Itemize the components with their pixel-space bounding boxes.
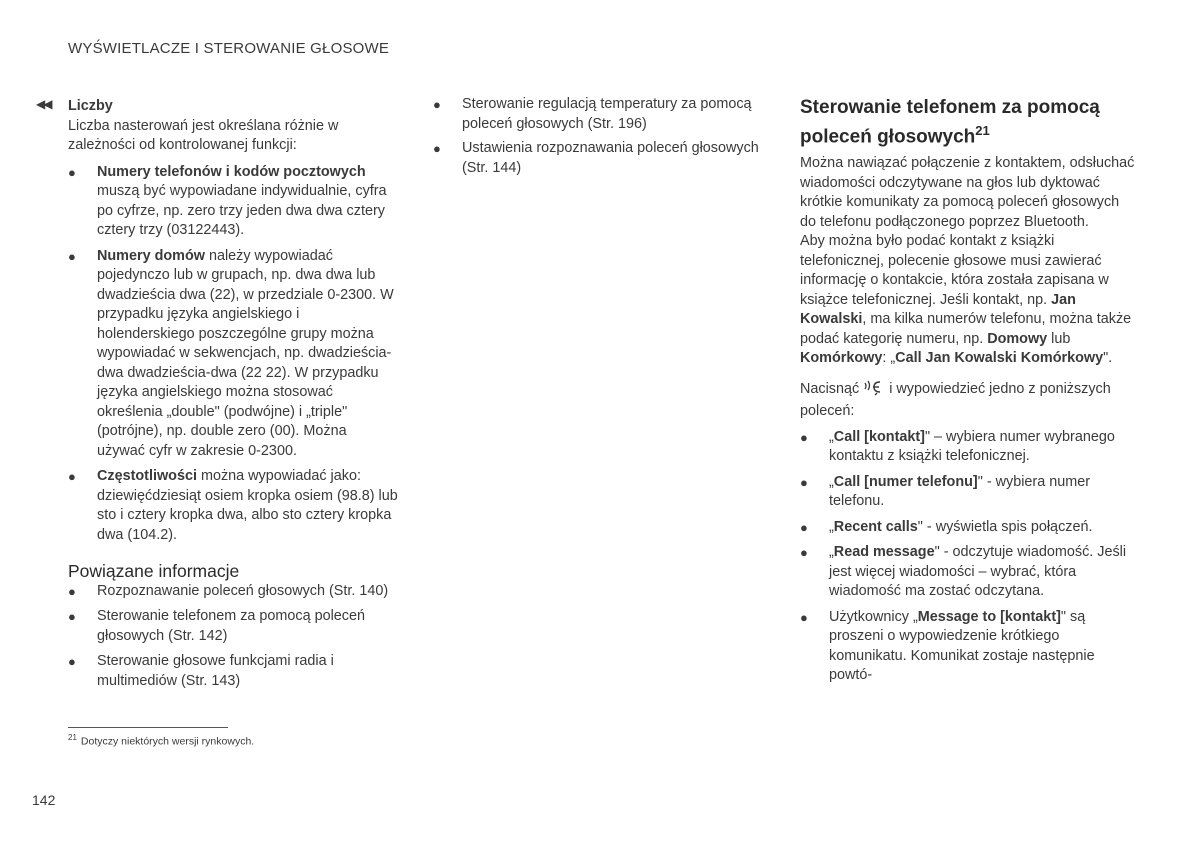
bullet-icon: ●: [800, 519, 808, 535]
related-link[interactable]: [433, 95, 768, 134]
item-bold-term: Numery telefonów i kodów pocztowych: [97, 163, 366, 180]
example-category-mobile: Komórkowy: [800, 350, 883, 367]
bullet-icon: ●: [800, 609, 808, 625]
item-text: " - odczytuje wiadomość. Jeśli jest więcej wiadomości – wybrać, która wiadomość ma zostać odczytana.: [829, 544, 1127, 600]
related-link-text[interactable]: Rozpoznawanie poleceń głosowych (Str. 140): [97, 582, 389, 599]
bullet-icon: ●: [68, 654, 76, 669]
list-item: [800, 473, 1135, 512]
bullet-icon: ●: [800, 429, 808, 445]
list-item: [800, 608, 1135, 686]
page-header: WYŚWIETLACZE I STEROWANIE GŁOSOWE: [68, 40, 390, 57]
item-bold-term: Częstotliwości: [97, 468, 197, 484]
paragraph-text: : „: [882, 350, 896, 367]
item-bold-term: Numery domów: [97, 247, 205, 264]
numbers-subheading: Liczby: [68, 98, 113, 114]
press-text-before: Nacisnąć: [800, 380, 860, 397]
related-link[interactable]: [68, 582, 398, 602]
footnote-ref[interactable]: 21: [975, 123, 990, 138]
example-command: Call Jan Kowalski Komórkowy: [895, 350, 1104, 367]
paragraph-text: Aby można było podać kontakt z książki telefonicznej, polecenie głosowe musi zawierać informację o kontakcie, która została zapisana w książce telefonicznej. Jeśli kontakt, np.: [800, 233, 1109, 308]
voice-command: Recent calls: [833, 518, 918, 535]
item-text: muszą być wypowiadane indywidualnie, cyfra po cyfrze, np. zero trzy jeden dwa dwa cztery cztery trzy (03122443).: [97, 183, 387, 238]
related-link-text[interactable]: Sterowanie telefonem za pomocą poleceń głosowych (Str. 142): [97, 608, 365, 644]
page-number: 142: [32, 792, 56, 808]
list-item: [68, 247, 398, 462]
item-prefix: „: [829, 428, 834, 445]
bullet-icon: ●: [800, 474, 808, 490]
bullet-icon: ●: [68, 609, 76, 624]
related-link-text[interactable]: Sterowanie głosowe funkcjami radia i multimediów (Str. 143): [97, 653, 334, 689]
related-info-list: [68, 582, 398, 692]
press-text-after: i wypowiedzieć jedno z poniższych poleceń:: [800, 380, 1111, 420]
bullet-icon: ●: [68, 469, 76, 484]
related-link[interactable]: [68, 652, 398, 691]
section-title: [800, 96, 1135, 148]
example-contact-name: Jan Kowalski: [800, 291, 1076, 328]
item-prefix: „: [829, 473, 834, 490]
list-item: [800, 518, 1135, 538]
bullet-icon: ●: [68, 583, 76, 599]
related-info-heading: Powiązane informacje: [68, 561, 240, 581]
paragraph-text: lub: [1047, 330, 1071, 347]
press-instruction: [800, 380, 1135, 422]
bullet-icon: ●: [800, 545, 808, 561]
numbers-intro: Liczba nasterowań jest określana różnie w zależności od kontrolowanej funkcji:: [68, 117, 339, 153]
double-chevron-left-icon: ◀◀: [36, 97, 51, 111]
footnote-divider: [68, 727, 228, 728]
bullet-icon: ●: [68, 164, 76, 180]
voice-command: Message to [kontakt]: [917, 608, 1061, 625]
footnote-number: 21: [68, 733, 77, 742]
numbers-list: [68, 163, 398, 546]
item-text: należy wypowiadać pojedynczo lub w grupach, np. dwa dwa lub dwadzieścia dwa (22), w przedziale 0-2300. W przypadku języka angielskiego i holenderskiego poszczególne grupy można wypowiadać w sekwencjach, np. dwadzieścia-dwa dwadzieścia-dwa (22 22). W przypadku języka angielskiego można stosować określenia „double" (podwójne) i „triple" (potrójne), np. double zero (00). Można używać cyfr w zakresie 0-2300.: [97, 247, 394, 459]
related-info-list-continued: [433, 95, 768, 178]
bullet-icon: ●: [433, 97, 441, 112]
section-title-text: Sterowanie telefonem za pomocą poleceń głosowych: [800, 97, 1100, 148]
list-item: [800, 543, 1135, 602]
footnote-text: Dotyczy niektórych wersji rynkowych.: [80, 735, 255, 748]
phone-intro: Można nawiązać połączenie z kontaktem, odsłuchać wiadomości odczytywane na głos lub dyktować krótkie komunikaty za pomocą poleceń głosowych do telefonu podłączonego poprzez Bluetooth.: [800, 155, 1135, 230]
related-link-text[interactable]: Sterowanie regulacją temperatury za pomocą poleceń głosowych (Str. 196): [462, 96, 752, 132]
related-link-text[interactable]: Ustawienia rozpoznawania poleceń głosowych (Str. 144): [462, 140, 759, 176]
voice-command: Call [kontakt]: [833, 428, 925, 445]
item-text: " – wybiera numer wybranego kontaktu z książki telefonicznej.: [829, 428, 1115, 465]
item-prefix: „: [829, 518, 834, 535]
middle-column: [433, 95, 768, 178]
voice-command: Read message: [833, 544, 935, 561]
item-text: " są proszeni o wypowiedzenie krótkiego komunikatu. Komunikat zostaje następnie powtó-: [829, 608, 1095, 684]
list-item: [68, 163, 398, 241]
item-text: " - wyświetla spis połączeń.: [917, 518, 1093, 535]
item-text: można wypowiadać jako: dziewięćdziesiąt osiem kropka osiem (98.8) lub sto i cztery kropka dwa, albo sto cztery kropka dwa (104.2).: [97, 468, 398, 543]
related-link[interactable]: [433, 139, 768, 178]
voice-command: Call [numer telefonu]: [833, 473, 978, 490]
item-text: " - wybiera numer telefonu.: [829, 473, 1090, 510]
left-column: [68, 95, 398, 691]
bullet-icon: ●: [68, 248, 76, 264]
paragraph-text: , ma kilka numerów telefonu, można także podać kategorię numeru, np.: [800, 311, 1132, 347]
footnote: [68, 733, 254, 748]
right-column: [800, 96, 1135, 686]
voice-control-icon: [863, 380, 885, 403]
bullet-icon: ●: [433, 141, 441, 156]
example-category-home: Domowy: [987, 330, 1048, 347]
list-item: [68, 467, 398, 545]
item-prefix: „: [829, 544, 834, 561]
contact-paragraph: [800, 232, 1135, 369]
list-item: [800, 428, 1135, 467]
item-prefix: Użytkownicy „: [829, 608, 918, 625]
related-link[interactable]: [68, 607, 398, 646]
paragraph-text: ".: [1103, 350, 1113, 367]
voice-commands-list: [800, 428, 1135, 686]
